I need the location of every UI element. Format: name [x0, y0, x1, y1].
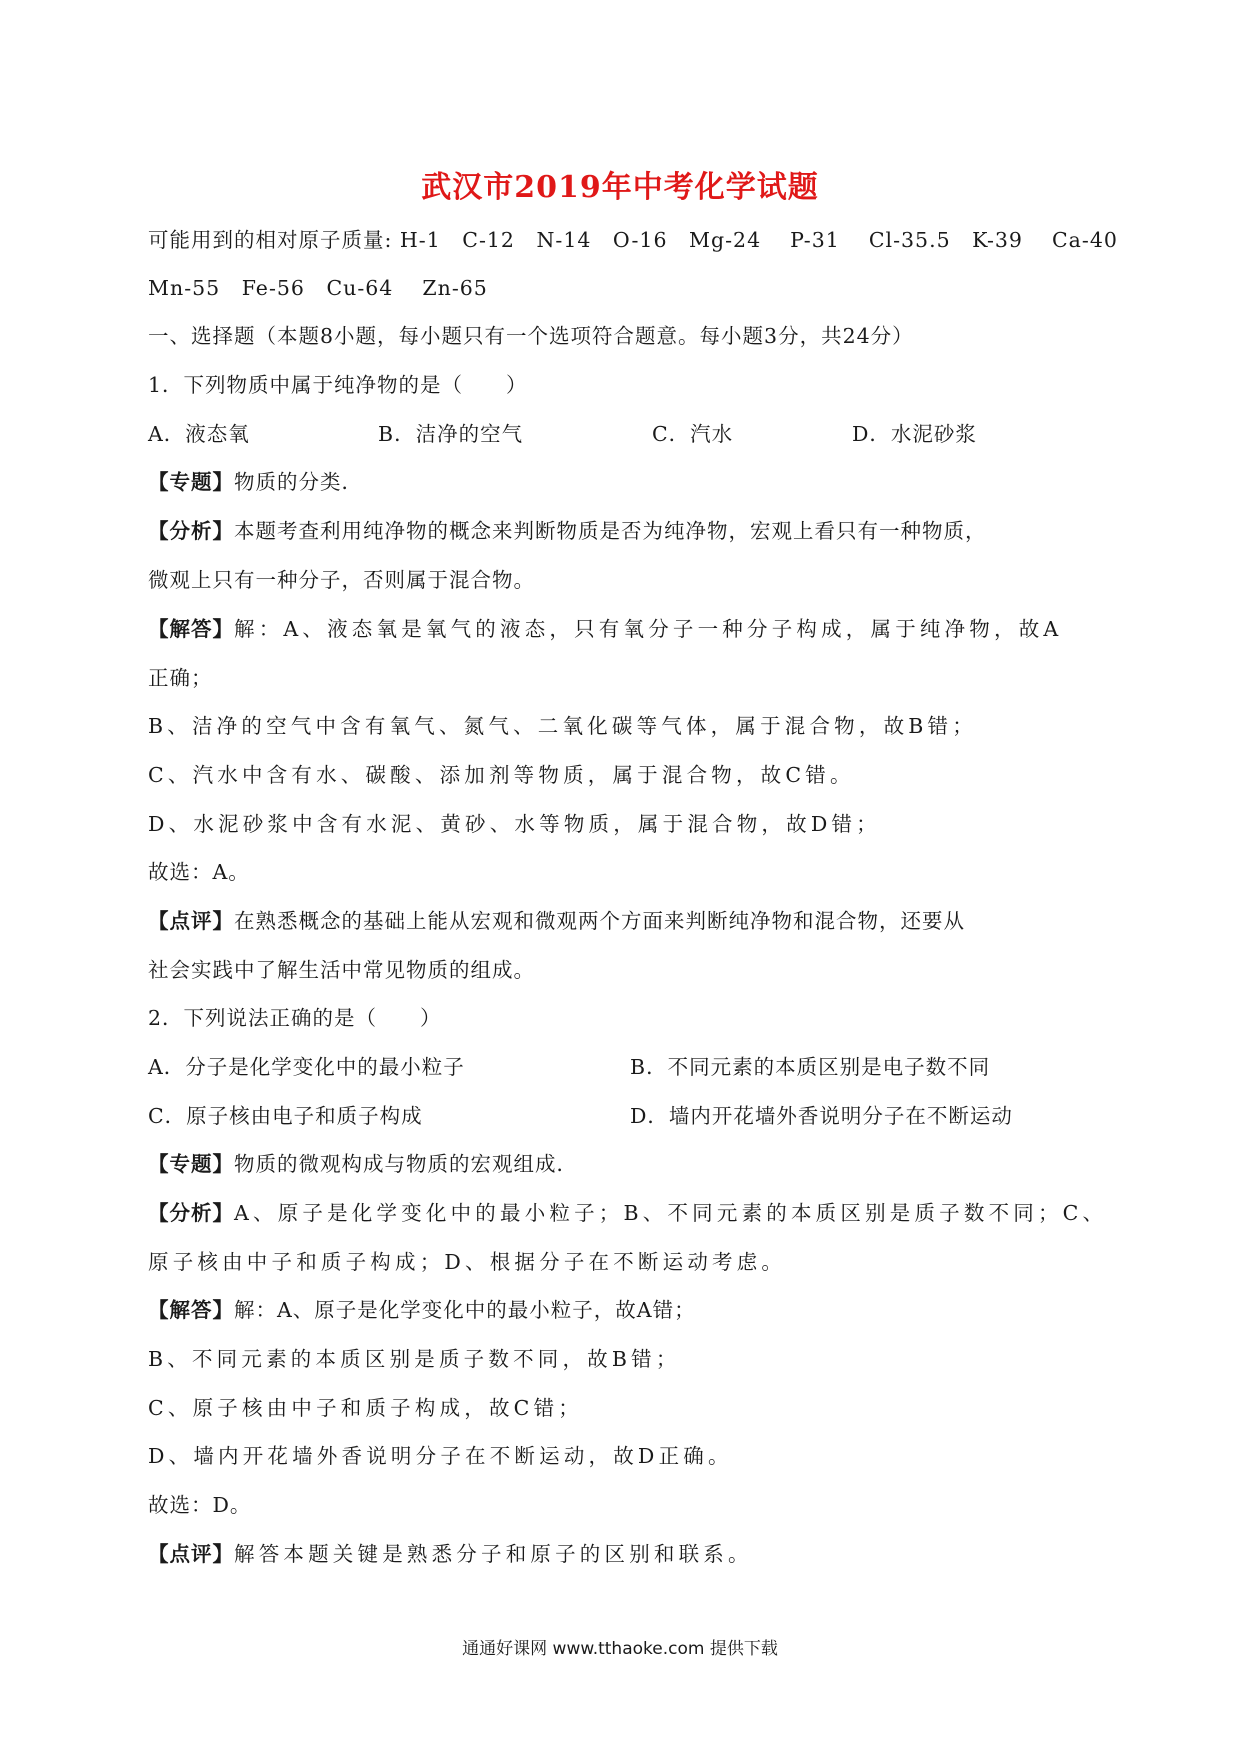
q2-analysis-tag: 【分析】 [148, 1201, 234, 1225]
q2-answer-line-4: D、墙内开花墙外香说明分子在不断运动，故D正确。 [148, 1444, 733, 1468]
q1-comment-line-1 [148, 907, 1092, 935]
q2-option-b: B．不同元素的本质区别是电子数不同 [630, 1055, 991, 1079]
q1-analysis-line-2: 微观上只有一种分子，否则属于混合物。 [148, 568, 535, 592]
q2-comment-text-1: 解答本题关键是熟悉分子和原子的区别和联系。 [234, 1542, 753, 1566]
q1-option-b: B．洁净的空气 [378, 422, 524, 446]
section-heading: 一、选择题（本题8小题，每小题只有一个选项符合题意。每小题3分，共24分） [148, 324, 914, 348]
q1-comment-line-2: 社会实践中了解生活中常见物质的组成。 [148, 958, 535, 982]
q1-analysis-tag: 【分析】 [148, 519, 234, 543]
q2-comment-tag: 【点评】 [148, 1542, 234, 1566]
q2-topic [148, 1150, 1092, 1178]
q1-analysis-line-1 [148, 517, 1092, 545]
page-title: 武汉市2019年中考化学试题 [421, 170, 819, 205]
q1-answer-line-5: D、水泥砂浆中含有水泥、黄砂、水等物质，属于混合物，故D错； [148, 812, 881, 836]
page-footer: 通通好课网 www.tthaoke.com 提供下载 [462, 1639, 778, 1659]
q2-stem: 2．下列说法正确的是（ ） [148, 1006, 442, 1030]
q2-choice: 故选：D。 [148, 1493, 252, 1517]
q1-answer-line-2: 正确； [148, 666, 213, 690]
q1-comment-tag: 【点评】 [148, 909, 234, 933]
atomic-mass-line-2: Mn-55 Fe-56 Cu-64 Zn-65 [148, 276, 488, 300]
q2-comment-line-1 [148, 1540, 1092, 1568]
q1-option-a: A．液态氧 [148, 422, 250, 446]
q1-option-c: C．汽水 [652, 422, 734, 446]
q2-option-a: A．分子是化学变化中的最小粒子 [148, 1055, 465, 1079]
q1-analysis-text-1: 本题考查利用纯净物的概念来判断物质是否为纯净物，宏观上看只有一种物质， [234, 519, 987, 543]
q2-topic-tag: 【专题】 [148, 1152, 234, 1176]
q1-answer-tag: 【解答】 [148, 617, 234, 641]
q2-answer-line-3: C、原子核由中子和质子构成，故C错； [148, 1396, 583, 1420]
q1-answer-line-3: B、洁净的空气中含有氧气、氮气、二氧化碳等气体，属于混合物，故B错； [148, 714, 977, 738]
q1-stem: 1．下列物质中属于纯净物的是（ ） [148, 373, 528, 397]
q2-answer-tag: 【解答】 [148, 1298, 234, 1322]
q2-topic-text: 物质的微观构成与物质的宏观组成． [234, 1152, 578, 1176]
q1-topic-text: 物质的分类． [234, 470, 363, 494]
q1-topic [148, 468, 1092, 496]
q2-option-d: D．墙内开花墙外香说明分子在不断运动 [630, 1104, 1013, 1128]
q1-option-d: D．水泥砂浆 [852, 422, 977, 446]
atomic-mass-line-1: 可能用到的相对原子质量: H-1 C-12 N-14 O-16 Mg-24 P-31 Cl-35.5 K-39 Ca-40 [148, 228, 1118, 252]
q2-analysis-line-2: 原子核由中子和质子构成；D、根据分子在不断运动考虑。 [148, 1250, 787, 1274]
q1-choice: 故选：A。 [148, 860, 250, 884]
q1-comment-text-1: 在熟悉概念的基础上能从宏观和微观两个方面来判断纯净物和混合物，还要从 [234, 909, 965, 933]
q2-answer-line-1 [148, 1296, 1092, 1324]
q1-answer-line-1 [148, 615, 1092, 643]
q1-answer-text-1: 解：A、液态氧是氧气的液态，只有氧分子一种分子构成，属于纯净物，故A [234, 617, 1063, 641]
q2-analysis-line-1 [148, 1199, 1108, 1227]
q2-option-c: C．原子核由电子和质子构成 [148, 1104, 423, 1128]
q2-answer-text-1: 解：A、原子是化学变化中的最小粒子，故A错； [234, 1298, 696, 1322]
q2-answer-line-2: B、不同元素的本质区别是质子数不同，故B错； [148, 1347, 681, 1371]
q2-analysis-text-1: A、原子是化学变化中的最小粒子；B、不同元素的本质区别是质子数不同；C、 [234, 1201, 1108, 1225]
q1-answer-line-4: C、汽水中含有水、碳酸、添加剂等物质，属于混合物，故C错。 [148, 763, 855, 787]
q1-topic-tag: 【专题】 [148, 470, 234, 494]
